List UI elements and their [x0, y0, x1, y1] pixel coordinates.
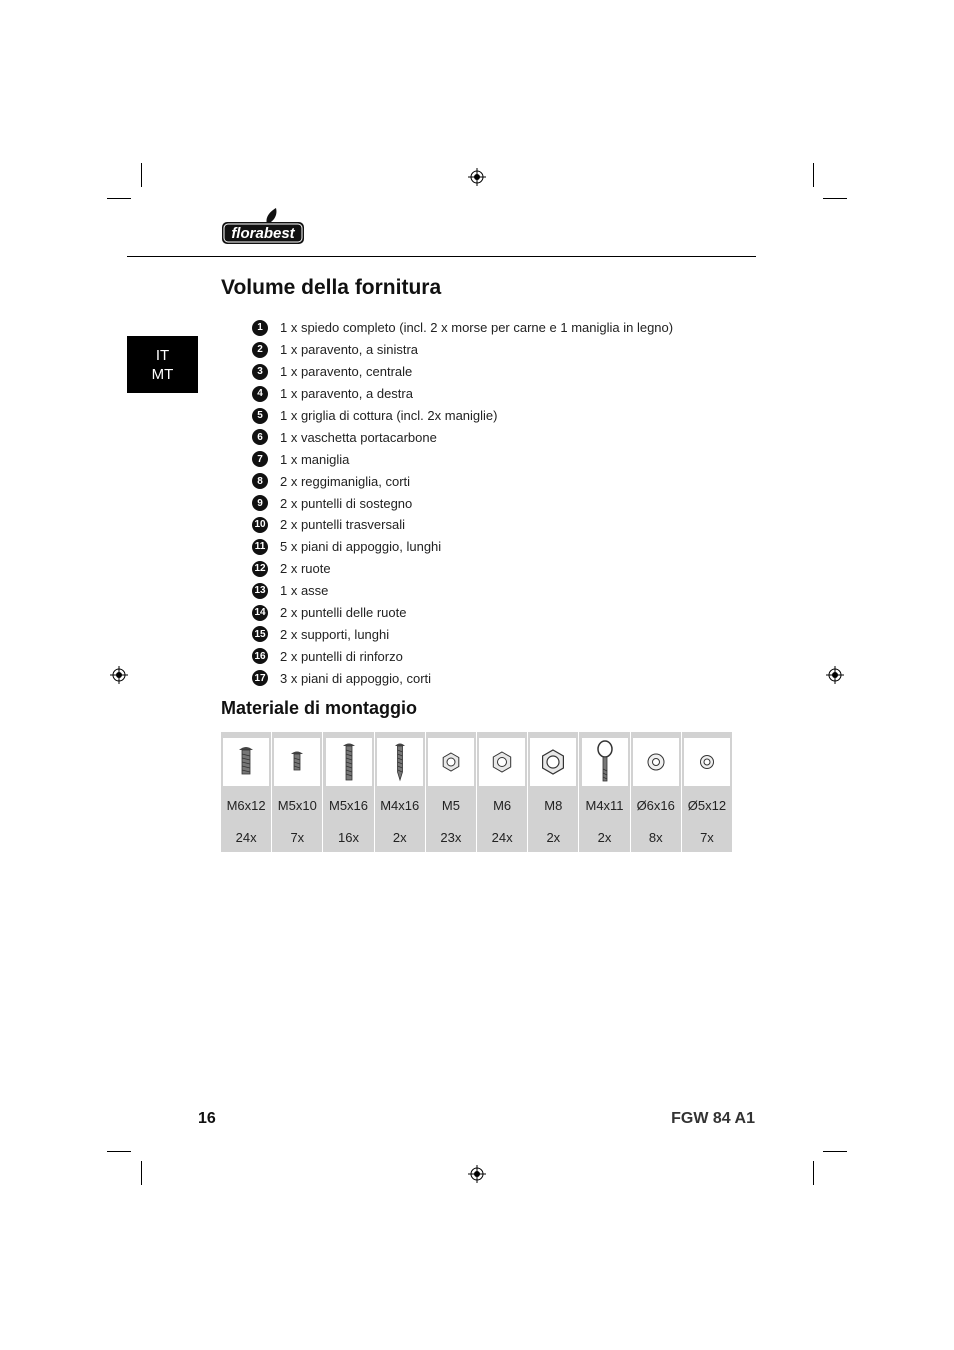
item-text: 1 x paravento, a destra: [280, 386, 413, 402]
screw-icon: [274, 738, 320, 786]
item-number-badge: 3: [252, 364, 268, 380]
item-text: 2 x puntelli di sostegno: [280, 495, 413, 511]
hardware-quantity: 8x: [648, 830, 663, 845]
wood-screw-icon: [377, 738, 423, 786]
item-text: 5 x piani di appoggio, lunghi: [280, 539, 442, 555]
registration-mark-icon: [468, 168, 486, 186]
language-tab: [127, 336, 198, 393]
hardware-cell: [682, 732, 732, 852]
list-item: [252, 492, 673, 514]
item-number-badge: 15: [252, 626, 268, 642]
item-text: 2 x puntelli trasversali: [280, 517, 405, 533]
list-item: [252, 580, 673, 602]
list-item: [252, 426, 673, 448]
hardware-cell: [528, 732, 579, 852]
hardware-size: Ø6x16: [636, 798, 675, 813]
list-item: [252, 383, 673, 405]
list-item: [252, 645, 673, 667]
registration-mark-icon: [110, 666, 128, 684]
crop-mark: [141, 1161, 142, 1185]
list-item: [252, 558, 673, 580]
language-code-mt: MT: [151, 365, 174, 383]
list-item: [252, 602, 673, 624]
hardware-quantity: 2x: [392, 830, 407, 845]
hardware-size: M8: [544, 798, 563, 813]
hardware-cell: [323, 732, 374, 852]
list-item: [252, 470, 673, 492]
header-rule: [127, 256, 756, 257]
item-text: 2 x reggimaniglia, corti: [280, 473, 411, 489]
item-text: 2 x puntelli delle ruote: [280, 605, 407, 621]
list-item: [252, 667, 673, 689]
crop-mark: [107, 198, 131, 199]
item-number-badge: 2: [252, 342, 268, 358]
item-number-badge: 9: [252, 495, 268, 511]
hardware-cell: [579, 732, 630, 852]
hardware-cell: [272, 732, 323, 852]
list-item: [252, 514, 673, 536]
crop-mark: [107, 1151, 131, 1152]
hardware-quantity: 24x: [235, 830, 257, 845]
nut-icon: [479, 738, 525, 786]
item-text: 2 x ruote: [280, 561, 331, 577]
item-number-badge: 5: [252, 408, 268, 424]
item-text: 3 x piani di appoggio, corti: [280, 670, 432, 686]
list-item: [252, 361, 673, 383]
crop-mark: [141, 163, 142, 187]
hardware-quantity: 24x: [491, 830, 513, 845]
item-text: 1 x asse: [280, 583, 329, 599]
florabest-logo: [221, 206, 305, 246]
hardware-cell: [631, 732, 682, 852]
section-title: Materiale di montaggio: [221, 698, 418, 718]
page-title: Volume della fornitura: [221, 276, 442, 299]
item-number-badge: 11: [252, 539, 268, 555]
item-number-badge: 1: [252, 320, 268, 336]
item-text: 1 x vaschetta portacarbone: [280, 429, 437, 445]
list-item: [252, 317, 673, 339]
crop-mark: [813, 163, 814, 187]
hardware-size: M6x12: [226, 798, 266, 813]
washer-icon: [684, 738, 730, 786]
list-item: [252, 339, 673, 361]
hardware-cell: [477, 732, 528, 852]
item-number-badge: 16: [252, 648, 268, 664]
item-number-badge: 7: [252, 451, 268, 467]
screw-icon: [326, 738, 372, 786]
hardware-cell: [375, 732, 426, 852]
hardware-size: Ø5x12: [687, 798, 727, 813]
language-code-it: IT: [155, 346, 170, 364]
hardware-size: M4x11: [585, 798, 624, 813]
nut-icon: [530, 738, 576, 786]
eye-bolt-icon: [582, 738, 628, 786]
hardware-table: [221, 732, 732, 852]
list-item: [252, 623, 673, 645]
registration-mark-icon: [826, 666, 844, 684]
list-item: [252, 405, 673, 427]
list-item: [252, 536, 673, 558]
item-text: 1 x paravento, a sinistra: [280, 342, 419, 358]
hardware-quantity: 7x: [290, 830, 305, 845]
hardware-quantity: 7x: [700, 830, 714, 845]
hardware-quantity: 23x: [440, 830, 462, 845]
hardware-size: M6: [493, 798, 512, 813]
item-number-badge: 8: [252, 473, 268, 489]
nut-icon: [428, 738, 474, 786]
crop-mark: [823, 1151, 847, 1152]
item-text: 2 x puntelli di rinforzo: [280, 648, 403, 664]
item-number-badge: 13: [252, 583, 268, 599]
hardware-size: M5x16: [328, 798, 369, 813]
logo-text: florabest: [231, 225, 295, 242]
hardware-cell: [426, 732, 477, 852]
item-number-badge: 17: [252, 670, 268, 686]
hardware-size: M4x16: [380, 798, 420, 813]
list-item: [252, 448, 673, 470]
item-number-badge: 14: [252, 605, 268, 621]
item-number-badge: 10: [252, 517, 268, 533]
item-number-badge: 12: [252, 561, 268, 577]
washer-icon: [633, 738, 679, 786]
item-text: 1 x spiedo completo (incl. 2 x morse per carne e 1 maniglia in legno): [280, 320, 674, 336]
page-number: 16: [198, 1110, 216, 1127]
item-number-badge: 6: [252, 429, 268, 445]
hardware-quantity: 2x: [597, 830, 612, 845]
screw-icon: [223, 738, 269, 786]
item-text: 1 x paravento, centrale: [280, 364, 413, 380]
crop-mark: [823, 198, 847, 199]
model-number: FGW 84 A1: [671, 1110, 755, 1127]
hardware-quantity: 16x: [338, 830, 359, 845]
hardware-cell: [221, 732, 272, 852]
registration-mark-icon: [468, 1165, 486, 1183]
hardware-quantity: 2x: [546, 830, 561, 845]
item-text: 1 x griglia di cottura (incl. 2x maniglie): [280, 408, 498, 423]
item-text: 1 x maniglia: [280, 451, 350, 467]
item-number-badge: 4: [252, 386, 268, 402]
hardware-size: M5: [441, 798, 460, 813]
item-text: 2 x supporti, lunghi: [280, 626, 390, 642]
parts-list: [252, 317, 673, 689]
hardware-size: M5x10: [277, 798, 317, 813]
crop-mark: [813, 1161, 814, 1185]
